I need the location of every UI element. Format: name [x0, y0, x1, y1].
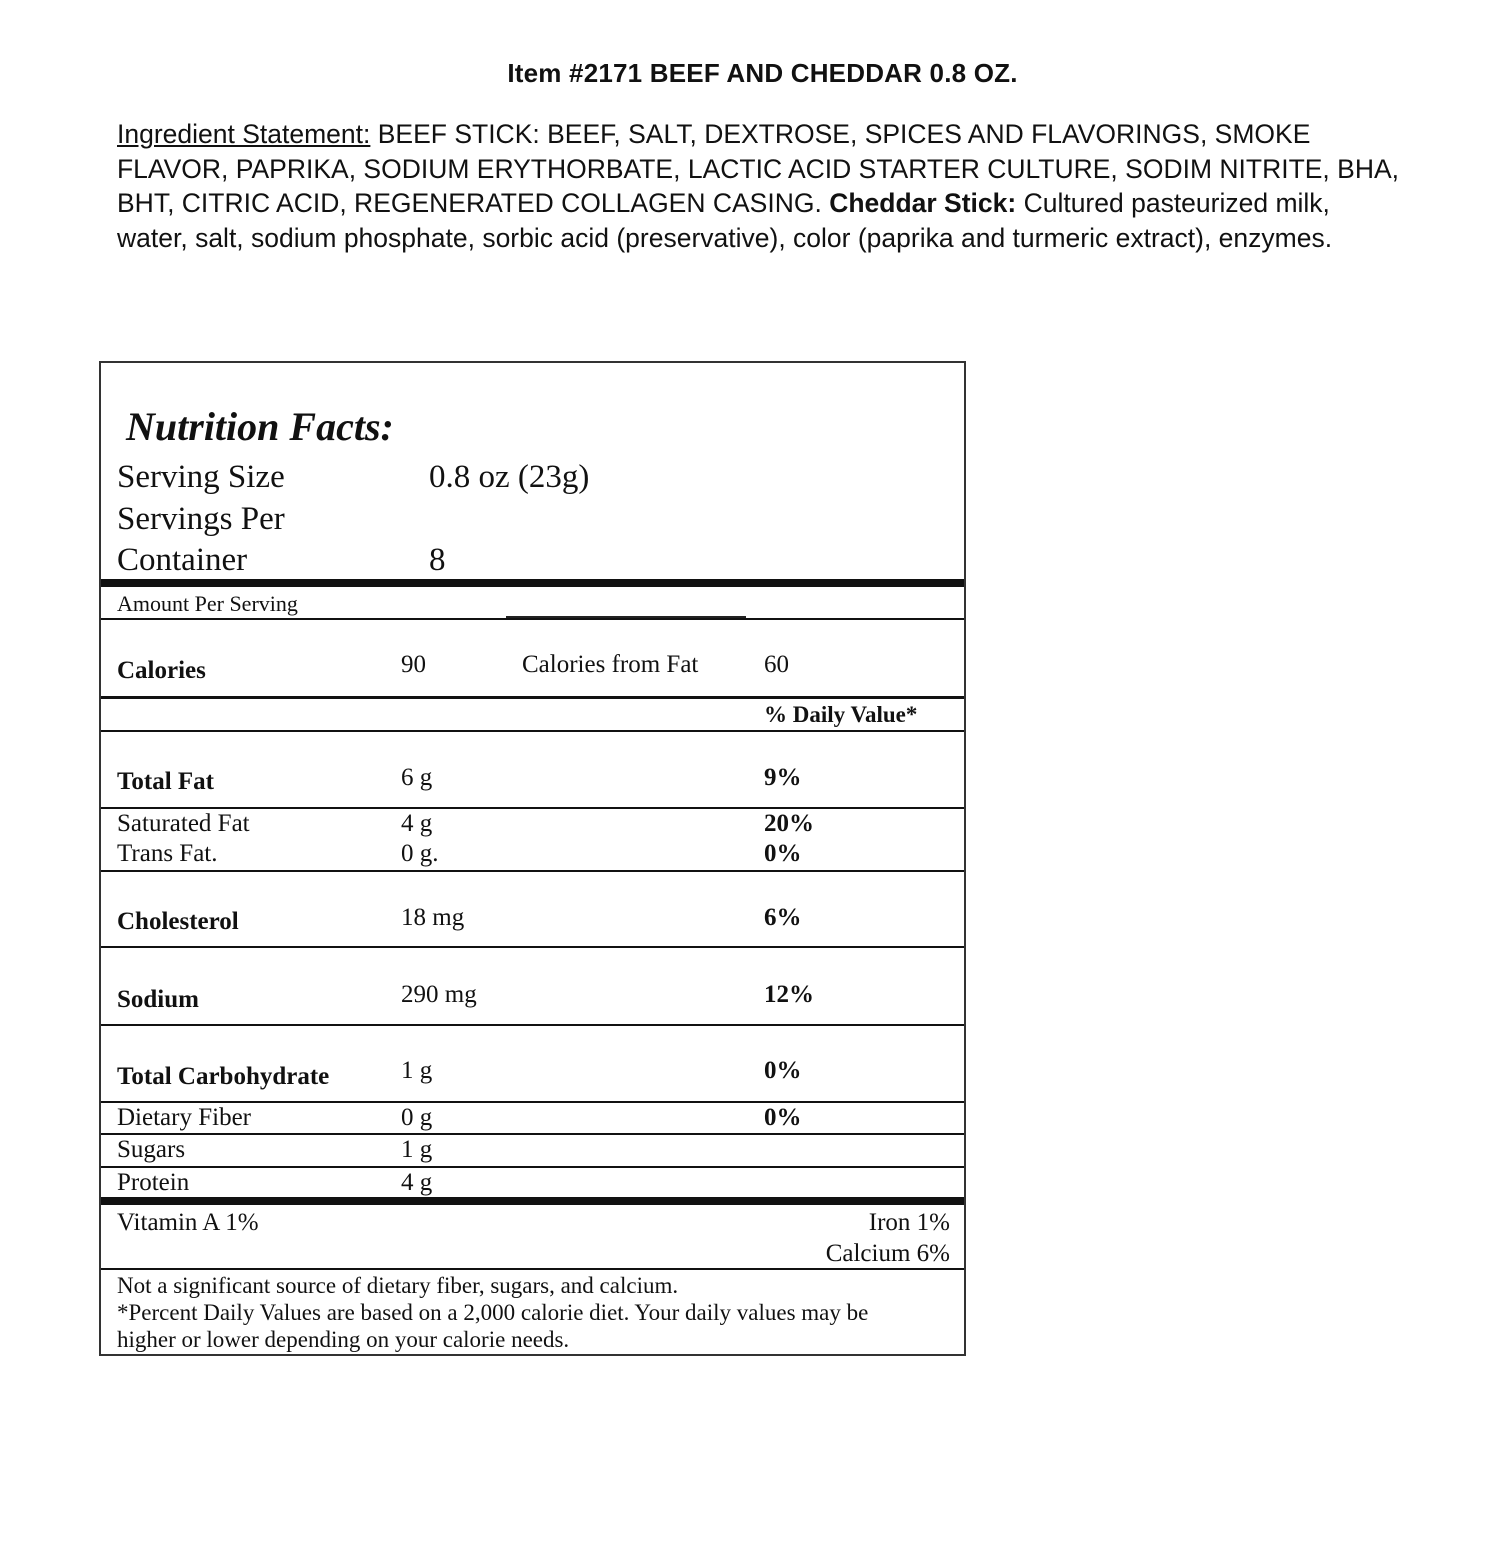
- calories-label: Calories: [117, 657, 206, 684]
- saturated-fat-label: Saturated Fat: [117, 810, 250, 837]
- total-fat-label: Total Fat: [117, 768, 214, 795]
- total-fat-dv: 9%: [764, 764, 802, 791]
- dietary-fiber-label: Dietary Fiber: [117, 1104, 251, 1131]
- trans-fat-dv: 0%: [764, 840, 802, 867]
- divider-thick-top: [101, 579, 964, 587]
- divider: [101, 730, 964, 732]
- divider: [101, 1024, 964, 1026]
- beef-stick-ingredients: BEEF STICK: BEEF, SALT, DEXTROSE, SPICES AND FLAVORINGS, SMOKE FLAVOR, PAPRIKA, SODIUM ERYTHORBATE, LACTIC ACID STARTER CULTURE, SODIM NITRITE, BHA, BHT, CITRIC ACID, REGENERATED COLLAGEN CASING.: [117, 119, 1400, 218]
- footnote-line-3: higher or lower depending on your calorie needs.: [117, 1327, 570, 1352]
- trans-fat-label: Trans Fat.: [117, 840, 218, 867]
- serving-size-label: Serving Size: [117, 459, 285, 495]
- calcium: Calcium 6%: [825, 1240, 950, 1267]
- footnote-line-1: Not a significant source of dietary fiber, sugars, and calcium.: [117, 1273, 679, 1298]
- divider-thick-bottom: [101, 1197, 964, 1205]
- protein-label: Protein: [117, 1169, 190, 1196]
- cholesterol-dv: 6%: [764, 904, 802, 931]
- saturated-fat-dv: 20%: [764, 810, 814, 837]
- calories-from-fat-label: Calories from Fat: [522, 651, 699, 678]
- nutrition-facts-title: Nutrition Facts:: [126, 404, 394, 449]
- divider: [101, 618, 964, 620]
- cholesterol-label: Cholesterol: [117, 908, 239, 935]
- calories-value: 90: [401, 651, 426, 678]
- sodium-dv: 12%: [764, 981, 814, 1008]
- dietary-fiber-amount: 0 g: [401, 1104, 433, 1131]
- sodium-label: Sodium: [117, 986, 199, 1013]
- servings-per-value: 8: [429, 542, 446, 578]
- total-carbohydrate-label: Total Carbohydrate: [117, 1063, 330, 1090]
- total-fat-amount: 6 g: [401, 764, 433, 791]
- total-carbohydrate-amount: 1 g: [401, 1057, 433, 1084]
- footnote-line-2: *Percent Daily Values are based on a 2,000 calorie diet. Your daily values may be: [117, 1300, 869, 1325]
- dietary-fiber-dv: 0%: [764, 1104, 802, 1131]
- divider: [101, 946, 964, 948]
- divider-medium: [101, 696, 964, 699]
- trans-fat-amount: 0 g.: [401, 840, 439, 867]
- cholesterol-amount: 18 mg: [401, 904, 465, 931]
- sugars-amount: 1 g: [401, 1136, 433, 1163]
- amount-per-serving: Amount Per Serving: [117, 591, 298, 616]
- divider: [101, 1133, 964, 1135]
- calories-from-fat-value: 60: [764, 651, 789, 678]
- cheddar-stick-ingredients: Cultured pasteurized milk, water, salt, sodium phosphate, sorbic acid (preservative), color (paprika and turmeric extract), enzymes.: [117, 188, 1333, 253]
- ingredient-statement: [117, 117, 1407, 255]
- nutrition-facts-panel: [99, 361, 966, 1356]
- divider: [101, 1166, 964, 1168]
- divider: [101, 870, 964, 872]
- sodium-amount: 290 mg: [401, 981, 477, 1008]
- vitamin-a: Vitamin A 1%: [117, 1209, 259, 1236]
- sugars-label: Sugars: [117, 1136, 186, 1163]
- saturated-fat-amount: 4 g: [401, 810, 433, 837]
- cheddar-stick-label: Cheddar Stick:: [829, 188, 1017, 218]
- divider: [101, 1101, 964, 1103]
- divider: [101, 1268, 964, 1270]
- ingredient-label: Ingredient Statement:: [117, 119, 371, 149]
- iron: Iron 1%: [868, 1209, 950, 1236]
- product-title: Item #2171 BEEF AND CHEDDAR 0.8 OZ.: [507, 58, 1018, 88]
- daily-value-header: % Daily Value*: [764, 702, 918, 727]
- servings-per-label-container: Container: [117, 542, 248, 578]
- servings-per-label: Servings Per: [117, 501, 285, 537]
- divider: [101, 807, 964, 809]
- total-carbohydrate-dv: 0%: [764, 1057, 802, 1084]
- protein-amount: 4 g: [401, 1169, 433, 1196]
- serving-size-value: 0.8 oz (23g): [429, 459, 590, 495]
